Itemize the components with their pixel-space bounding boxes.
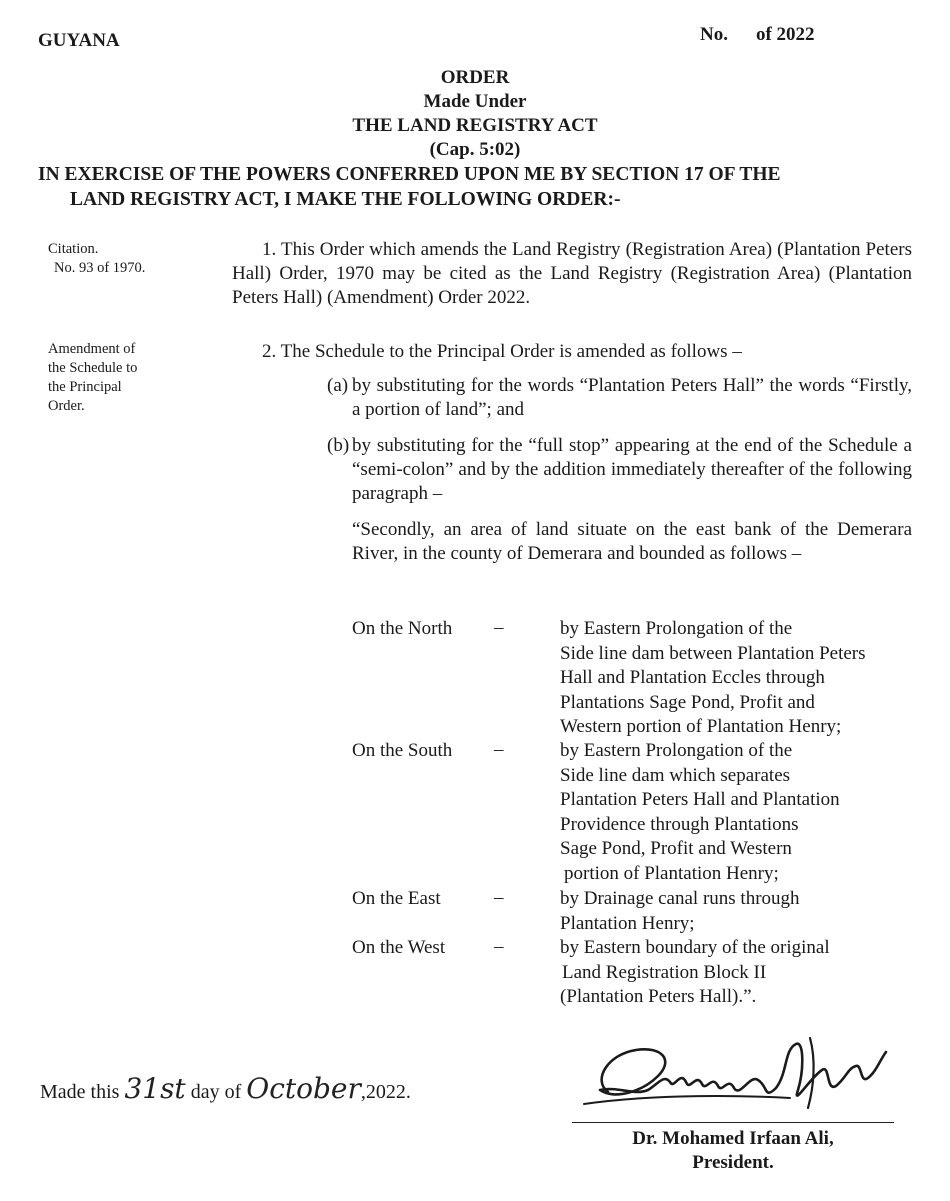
north-line-5: Western portion of Plantation Henry; [560, 716, 842, 737]
signer-title: President. [692, 1152, 774, 1173]
made-suffix: ,2022. [360, 1081, 411, 1103]
north-line-4: Plantations Sage Pond, Profit and [560, 691, 815, 713]
number-year: of 2022 [755, 24, 815, 45]
north-line-3-text: Hall and Plantation Eccles through [560, 667, 825, 688]
north-line-1: by Eastern Prolongation of the [560, 618, 793, 639]
south-line-2: Side line dam which separates [560, 764, 791, 786]
preamble-line-2: LAND REGISTRY ACT, I MAKE THE FOLLOWING ORDER:- [70, 189, 621, 210]
boundary-south-label: On the South [352, 740, 453, 761]
clause-b-label: (b) [327, 435, 350, 456]
west-line-1: by Eastern boundary of the original [560, 937, 830, 958]
handwritten-day: 31st [124, 1072, 186, 1105]
boundary-north-dash: – [494, 617, 504, 638]
south-line-3: Plantation Peters Hall and Plantation [560, 789, 840, 810]
clause-b-text: by substituting for the “full stop” appearing at the end of the Schedule a “semi-colon” and by the addition immediately thereafter of the following paragraph – [352, 435, 912, 504]
clause-a-text: by substituting for the words “Plantation Peters Hall” the words “Firstly, a portion of land”; and [352, 375, 912, 420]
section-2: 2. The Schedule to the Principal Order is amended as follows – [262, 341, 742, 362]
number-label: No. [700, 24, 728, 45]
order-number [700, 24, 815, 46]
margin-note-amendment [48, 340, 198, 416]
amendment-line-2: the Schedule to [48, 360, 138, 376]
boundary-west-dash: – [494, 936, 504, 957]
citation-label: Citation. [48, 241, 99, 257]
north-line-2: Side line dam between Plantation Peters [560, 642, 866, 664]
west-line-2: Land Registration Block II [562, 961, 767, 983]
east-line-1: by Drainage canal runs through [560, 888, 800, 909]
country-header: GUYANA [38, 30, 120, 51]
boundary-south-text [560, 739, 912, 886]
boundary-west-text [560, 936, 912, 1010]
boundary-north-text [560, 617, 912, 740]
amendment-line-1: Amendment of [48, 341, 136, 357]
east-line-2: Plantation Henry; [560, 912, 695, 934]
made-date-line [40, 1072, 411, 1105]
handwritten-month: October [246, 1072, 361, 1105]
north-line-3 [560, 666, 912, 691]
made-under: Made Under [423, 91, 527, 112]
margin-note-citation [48, 240, 198, 278]
boundary-east-dash: – [494, 887, 504, 908]
secondly-paragraph: “Secondly, an area of land situate on the east bank of the Demerara River, in the county of Demerara and bounded as follows – [352, 519, 912, 564]
made-prefix: Made this [40, 1081, 120, 1103]
act-chapter: (Cap. 5:02) [429, 139, 521, 160]
south-line-1: by Eastern Prolongation of the [560, 740, 793, 761]
boundary-east-label: On the East [352, 888, 441, 909]
south-line-6: portion of Plantation Henry; [564, 862, 779, 884]
boundary-west-label: On the West [352, 937, 446, 958]
section-1: 1. This Order which amends the Land Registry (Registration Area) (Plantation Peters Hall) Order, 1970 may be cited as the Land Registry (Registration Area) (Plantation Peters Hall) (Amendment) Order 2022. [232, 239, 912, 308]
boundary-north-label: On the North [352, 618, 453, 639]
act-name: THE LAND REGISTRY ACT [352, 115, 598, 136]
south-line-4: Providence through Plantations [560, 813, 799, 835]
boundary-south-dash: – [494, 739, 504, 760]
signature-image [578, 1030, 898, 1122]
signature-line [572, 1122, 894, 1123]
boundary-east-text [560, 887, 912, 936]
south-line-5: Sage Pond, Profit and Western [560, 838, 792, 859]
amendment-line-4: Order. [48, 398, 85, 414]
preamble [38, 162, 908, 212]
made-middle: day of [190, 1081, 242, 1103]
citation-ref: No. 93 of 1970. [54, 260, 146, 276]
clause-a-label: (a) [327, 375, 349, 396]
amendment-line-3: the Principal [48, 379, 122, 395]
signer-name: Dr. Mohamed Irfaan Ali, [632, 1128, 834, 1149]
preamble-line-1: IN EXERCISE OF THE POWERS CONFERRED UPON ME BY SECTION 17 OF THE [38, 164, 781, 185]
order-title: ORDER [440, 67, 510, 88]
west-line-3: (Plantation Peters Hall).”. [560, 986, 757, 1007]
